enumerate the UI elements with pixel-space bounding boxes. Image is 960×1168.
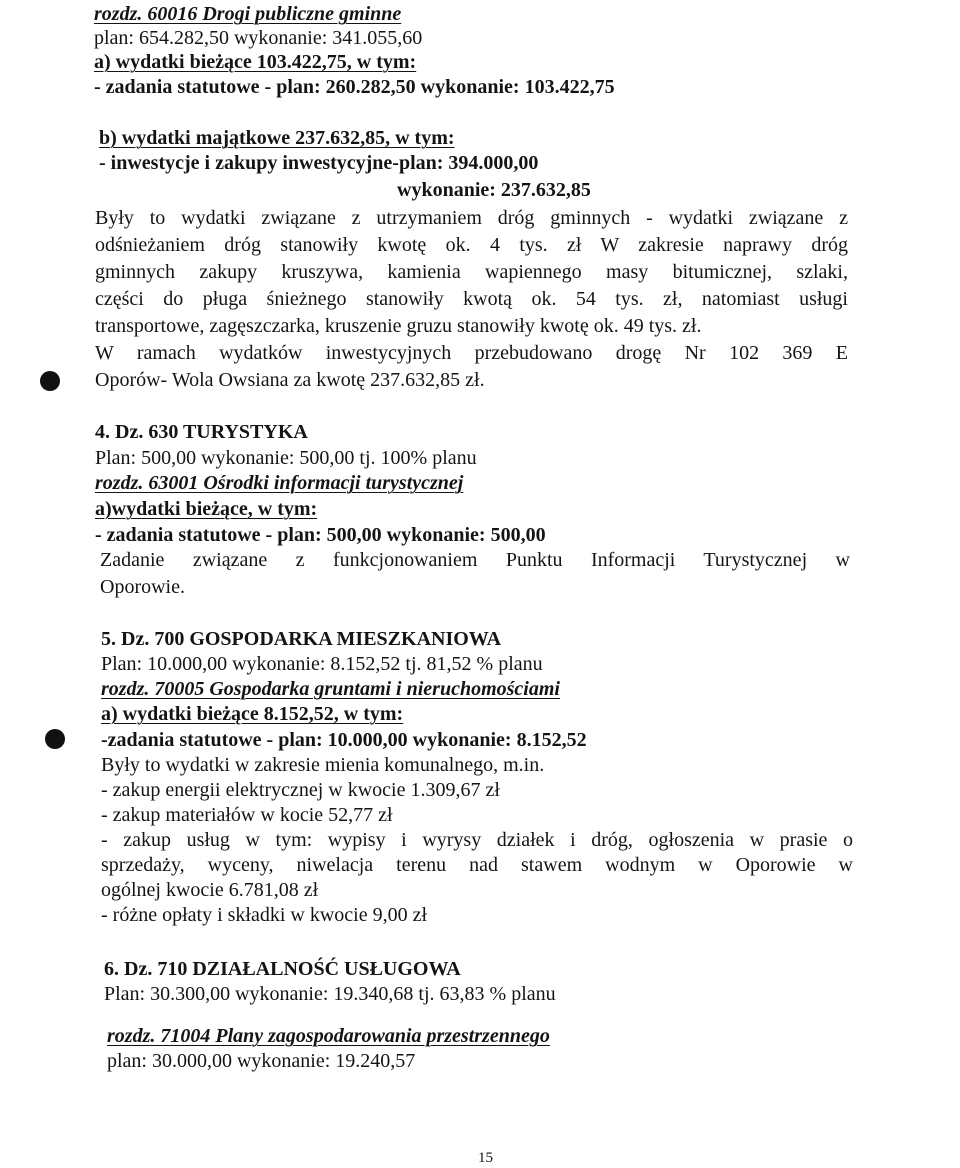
plan-line: plan: 30.000,00 wykonanie: 19.240,57 [107, 1050, 416, 1072]
current-expenses-heading: a)wydatki bieżące, w tym: [95, 498, 318, 520]
plan-line: plan: 654.282,50 wykonanie: 341.055,60 [94, 27, 423, 49]
paragraph-line: Zadanie związane z funkcjonowaniem Punktu Informacji Turystycznej w [100, 549, 850, 571]
list-item: - zakup materiałów w kocie 52,77 zł [101, 804, 393, 826]
list-item: - zakup usług w tym: wypisy i wyrysy działek i dróg, ogłoszenia w prasie o [101, 829, 853, 851]
punch-hole [40, 371, 60, 391]
paragraph-line: ogólnej kwocie 6.781,08 zł [101, 879, 319, 901]
paragraph-line: części do pługa śnieżnego stanowiły kwotą ok. 54 tys. zł, natomiast usługi [95, 288, 848, 310]
paragraph-line: W ramach wydatków inwestycyjnych przebudowano drogę Nr 102 369 E [95, 342, 848, 364]
property-expenses-heading: b) wydatki majątkowe 237.632,85, w tym: [99, 127, 455, 149]
section-heading-70005: rozdz. 70005 Gospodarka gruntami i nieruchomościami [101, 678, 560, 700]
page-number: 15 [478, 1150, 493, 1166]
paragraph-line: odśnieżaniem dróg stanowiły kwotę ok. 4 tys. zł W zakresie naprawy dróg [95, 234, 848, 256]
paragraph-line: Były to wydatki związane z utrzymaniem dróg gminnych - wydatki związane z [95, 207, 848, 229]
plan-line: Plan: 500,00 wykonanie: 500,00 tj. 100% planu [95, 447, 477, 469]
list-item: - różne opłaty i składki w kwocie 9,00 zł [101, 904, 428, 926]
punch-hole [45, 729, 65, 749]
section-heading-710: 6. Dz. 710 DZIAŁALNOŚĆ USŁUGOWA [104, 958, 461, 980]
section-heading-700: 5. Dz. 700 GOSPODARKA MIESZKANIOWA [101, 628, 502, 650]
paragraph-line: Były to wydatki w zakresie mienia komunalnego, m.in. [101, 754, 545, 776]
paragraph-line: Oporów- Wola Owsiana za kwotę 237.632,85 zł. [95, 369, 485, 391]
section-heading-71004: rozdz. 71004 Plany zagospodarowania przestrzennego [107, 1025, 550, 1047]
list-item: - zakup energii elektrycznej w kwocie 1.309,67 zł [101, 779, 500, 801]
current-expenses-heading: a) wydatki bieżące 103.422,75, w tym: [94, 51, 417, 73]
statutory-tasks-line: - zadania statutowe - plan: 500,00 wykonanie: 500,00 [95, 524, 546, 546]
section-heading-630: 4. Dz. 630 TURYSTYKA [95, 421, 308, 443]
investments-execution-line: wykonanie: 237.632,85 [397, 179, 591, 201]
section-heading-63001: rozdz. 63001 Ośrodki informacji turystycznej [95, 472, 464, 494]
plan-line: Plan: 30.300,00 wykonanie: 19.340,68 tj. 63,83 % planu [104, 983, 556, 1005]
paragraph-line: gminnych zakupy kruszywa, kamienia wapiennego masy bitumicznej, szlaki, [95, 261, 848, 283]
paragraph-line: transportowe, zagęszczarka, kruszenie gruzu stanowiły kwotę ok. 49 tys. zł. [95, 315, 702, 337]
statutory-tasks-line: - zadania statutowe - plan: 260.282,50 wykonanie: 103.422,75 [94, 76, 615, 98]
current-expenses-heading: a) wydatki bieżące 8.152,52, w tym: [101, 703, 404, 725]
paragraph-line: sprzedaży, wyceny, niwelacja terenu nad stawem wodnym w Oporowie w [101, 854, 853, 876]
investments-plan-line: - inwestycje i zakupy inwestycyjne-plan: 394.000,00 [99, 152, 539, 174]
paragraph-line: Oporowie. [100, 576, 185, 598]
section-heading-60016: rozdz. 60016 Drogi publiczne gminne [94, 3, 402, 25]
plan-line: Plan: 10.000,00 wykonanie: 8.152,52 tj. 81,52 % planu [101, 653, 543, 675]
statutory-tasks-line: -zadania statutowe - plan: 10.000,00 wykonanie: 8.152,52 [101, 729, 587, 751]
